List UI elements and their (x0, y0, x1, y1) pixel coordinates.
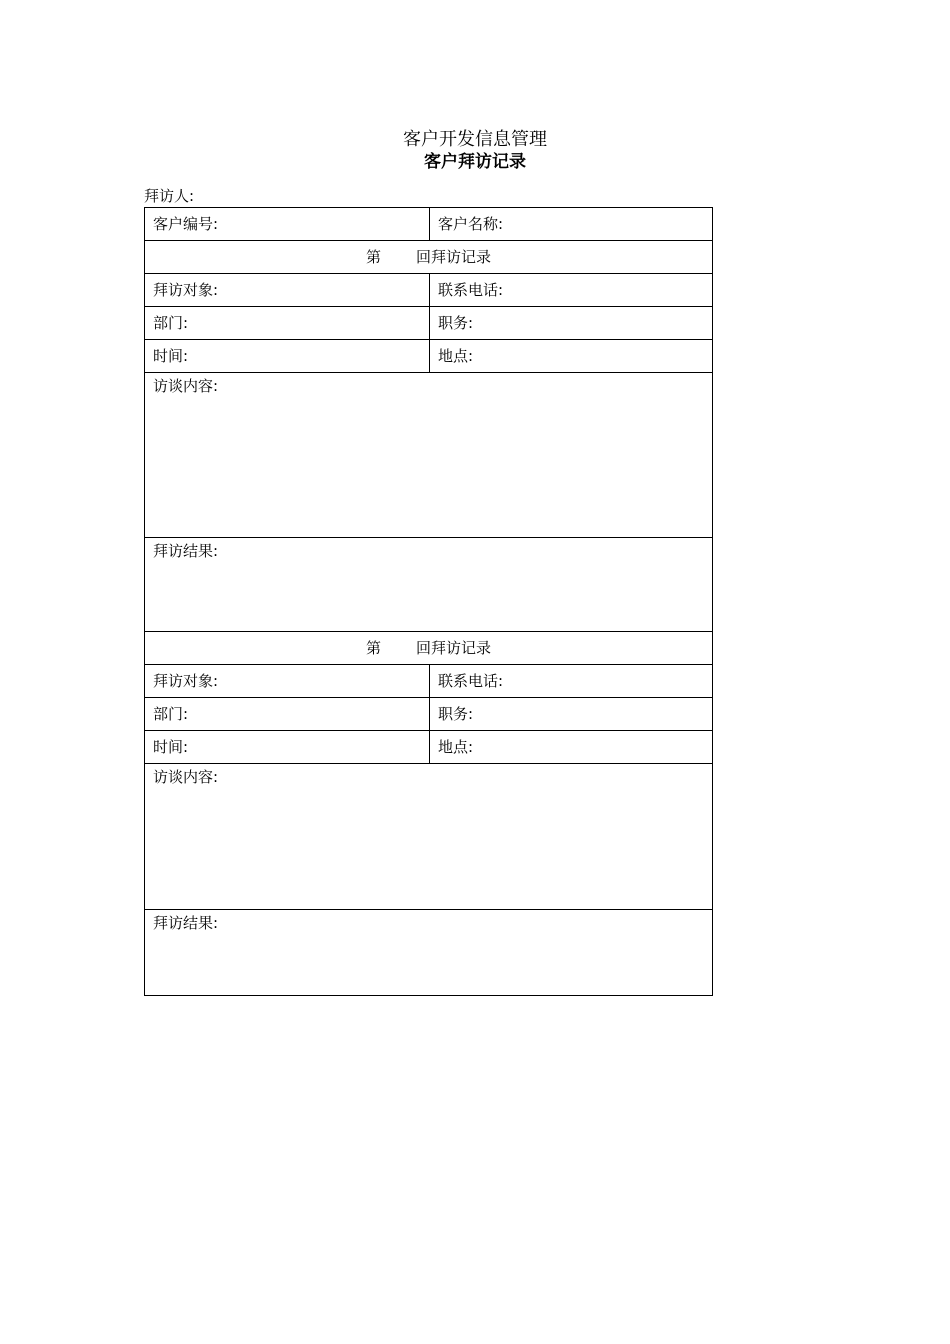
customer-id-cell[interactable] (145, 208, 430, 241)
visitor-label: 拜访人: (144, 187, 195, 205)
round-1-phone-cell[interactable] (430, 274, 713, 307)
round-2-result-label: 拜访结果: (153, 914, 219, 932)
round-2-contact-row (145, 665, 713, 698)
round-2-location-cell[interactable] (430, 731, 713, 764)
round-2-position-label: 职务: (438, 705, 474, 723)
round-1-prefix: 第 (365, 248, 381, 266)
round-1-contact-label: 拜访对象: (153, 281, 219, 299)
round-2-result-row (145, 910, 713, 996)
round-2-heading (145, 632, 713, 665)
round-2-dept-label: 部门: (153, 705, 189, 723)
round-1-content-cell[interactable] (145, 373, 713, 538)
round-1-heading (145, 241, 713, 274)
round-1-content-row (145, 373, 713, 538)
round-1-phone-label: 联系电话: (438, 281, 504, 299)
round-2-phone-cell[interactable] (430, 665, 713, 698)
customer-id-label: 客户编号: (153, 215, 219, 233)
round-2-content-cell[interactable] (145, 764, 713, 910)
round-1-result-row (145, 538, 713, 632)
round-1-dept-row (145, 307, 713, 340)
round-2-position-cell[interactable] (430, 698, 713, 731)
round-1-result-label: 拜访结果: (153, 542, 219, 560)
round-1-location-label: 地点: (438, 347, 474, 365)
round-1-heading-row (145, 241, 713, 274)
round-1-content-label: 访谈内容: (153, 377, 219, 395)
round-1-position-cell[interactable] (430, 307, 713, 340)
round-1-dept-cell[interactable] (145, 307, 430, 340)
visit-record-table (144, 207, 713, 996)
round-1-dept-label: 部门: (153, 314, 189, 332)
round-1-time-cell[interactable] (145, 340, 430, 373)
round-2-time-label: 时间: (153, 738, 189, 756)
round-2-prefix: 第 (365, 639, 381, 657)
customer-row (145, 208, 713, 241)
round-2-suffix: 回拜访记录 (415, 639, 491, 657)
document-title: 客户开发信息管理 (403, 129, 547, 150)
round-1-contact-row (145, 274, 713, 307)
round-2-contact-label: 拜访对象: (153, 672, 219, 690)
round-1-time-label: 时间: (153, 347, 189, 365)
round-1-contact-cell[interactable] (145, 274, 430, 307)
round-2-result-cell[interactable] (145, 910, 713, 996)
round-2-dept-row (145, 698, 713, 731)
round-2-heading-row (145, 632, 713, 665)
round-2-time-cell[interactable] (145, 731, 430, 764)
round-2-contact-cell[interactable] (145, 665, 430, 698)
round-1-time-row (145, 340, 713, 373)
customer-name-label: 客户名称: (438, 215, 504, 233)
round-2-phone-label: 联系电话: (438, 672, 504, 690)
document-subtitle: 客户拜访记录 (424, 152, 526, 172)
round-1-position-label: 职务: (438, 314, 474, 332)
round-2-dept-cell[interactable] (145, 698, 430, 731)
round-2-location-label: 地点: (438, 738, 474, 756)
round-1-location-cell[interactable] (430, 340, 713, 373)
round-2-content-row (145, 764, 713, 910)
round-1-suffix: 回拜访记录 (415, 248, 491, 266)
customer-name-cell[interactable] (430, 208, 713, 241)
round-2-time-row (145, 731, 713, 764)
round-2-content-label: 访谈内容: (153, 768, 219, 786)
round-1-result-cell[interactable] (145, 538, 713, 632)
